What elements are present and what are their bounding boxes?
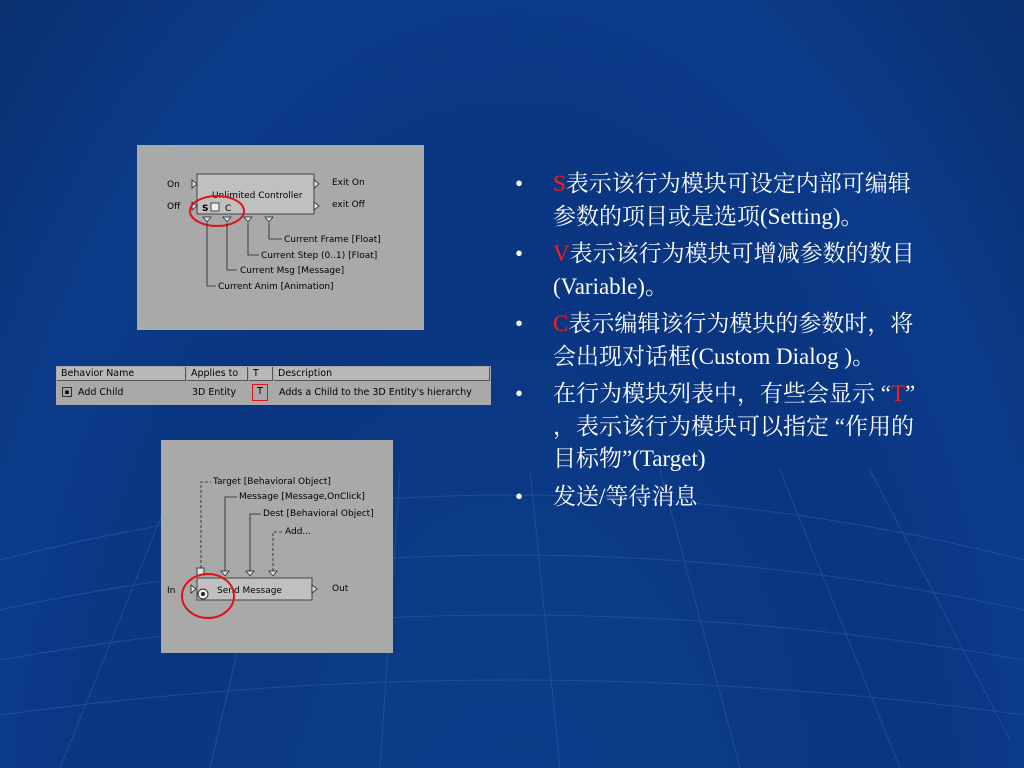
bullet-list: [511, 168, 931, 518]
send-message-screenshot: [161, 440, 393, 653]
variable-icon[interactable]: [211, 203, 219, 211]
unlimited-controller-screenshot: [137, 145, 424, 330]
behavior-icon: ▪: [62, 387, 72, 397]
output-exit-on-label: Exit On: [332, 178, 365, 188]
bullet-text: 表示该行为模块可增减参数的数目(Variable)。: [553, 241, 915, 299]
param-current-anim: Current Anim [Animation]: [218, 282, 334, 292]
output-exit-off-label: exit Off: [332, 200, 365, 210]
param-current-msg: Current Msg [Message]: [240, 266, 345, 276]
bullet-dot: •: [515, 381, 524, 406]
bullet-dot: •: [515, 241, 524, 266]
input-label: In: [167, 586, 176, 596]
list-item: [511, 481, 931, 514]
bullet-dot: •: [515, 483, 524, 509]
param-add[interactable]: Add...: [285, 527, 312, 537]
bullet-dot: •: [515, 171, 524, 196]
highlight-letter: V: [553, 241, 570, 266]
column-header-target[interactable]: T: [249, 367, 273, 381]
bullet-text: 表示编辑该行为模块的参数时，将会出现对话框(Custom Dialog )。: [553, 311, 914, 369]
bullet-text: 表示该行为模块可设定内部可编辑参数的项目或是选项(Setting)。: [553, 171, 911, 229]
setting-marker[interactable]: S: [202, 204, 209, 214]
input-off-label: Off: [167, 202, 181, 212]
column-header-behavior-name[interactable]: Behavior Name: [57, 367, 186, 381]
highlight-letter: C: [553, 311, 569, 336]
custom-marker[interactable]: C: [225, 204, 232, 214]
param-current-frame: Current Frame [Float]: [284, 235, 381, 245]
behavior-list-table: [56, 366, 491, 405]
list-item: [511, 238, 931, 303]
column-header-applies-to[interactable]: Applies to: [187, 367, 248, 381]
bullet-text: 发送/等待消息: [553, 483, 698, 509]
block-title: Unlimited Controller: [212, 191, 303, 201]
behavior-name-cell: Add Child: [78, 387, 124, 398]
list-item: [511, 308, 931, 373]
param-dest: Dest [Behavioral Object]: [263, 509, 374, 519]
list-item: [511, 378, 931, 476]
column-header-description[interactable]: Description: [274, 367, 490, 381]
applies-to-cell: 3D Entity: [192, 387, 237, 398]
bullet-dot: •: [515, 311, 524, 336]
output-label: Out: [332, 584, 349, 594]
list-item: [511, 168, 931, 233]
target-cell: T: [252, 384, 268, 401]
param-message: Message [Message,OnClick]: [239, 492, 365, 502]
bullet-text-pre: 在行为模块列表中，有些会显示 “: [553, 381, 891, 406]
block-title: Send Message: [217, 586, 282, 596]
input-on-label: On: [167, 180, 180, 190]
description-cell: Adds a Child to the 3D Entity's hierarchy: [279, 387, 472, 398]
highlight-letter: S: [553, 171, 566, 196]
param-current-step: Current Step (0..1) [Float]: [261, 251, 378, 261]
highlight-letter: T: [890, 381, 906, 406]
param-target: Target [Behavioral Object]: [213, 477, 331, 487]
bullet-text-post: ” ，表示该行为模块可以指定 “作用的目标物”(Target): [553, 381, 916, 471]
